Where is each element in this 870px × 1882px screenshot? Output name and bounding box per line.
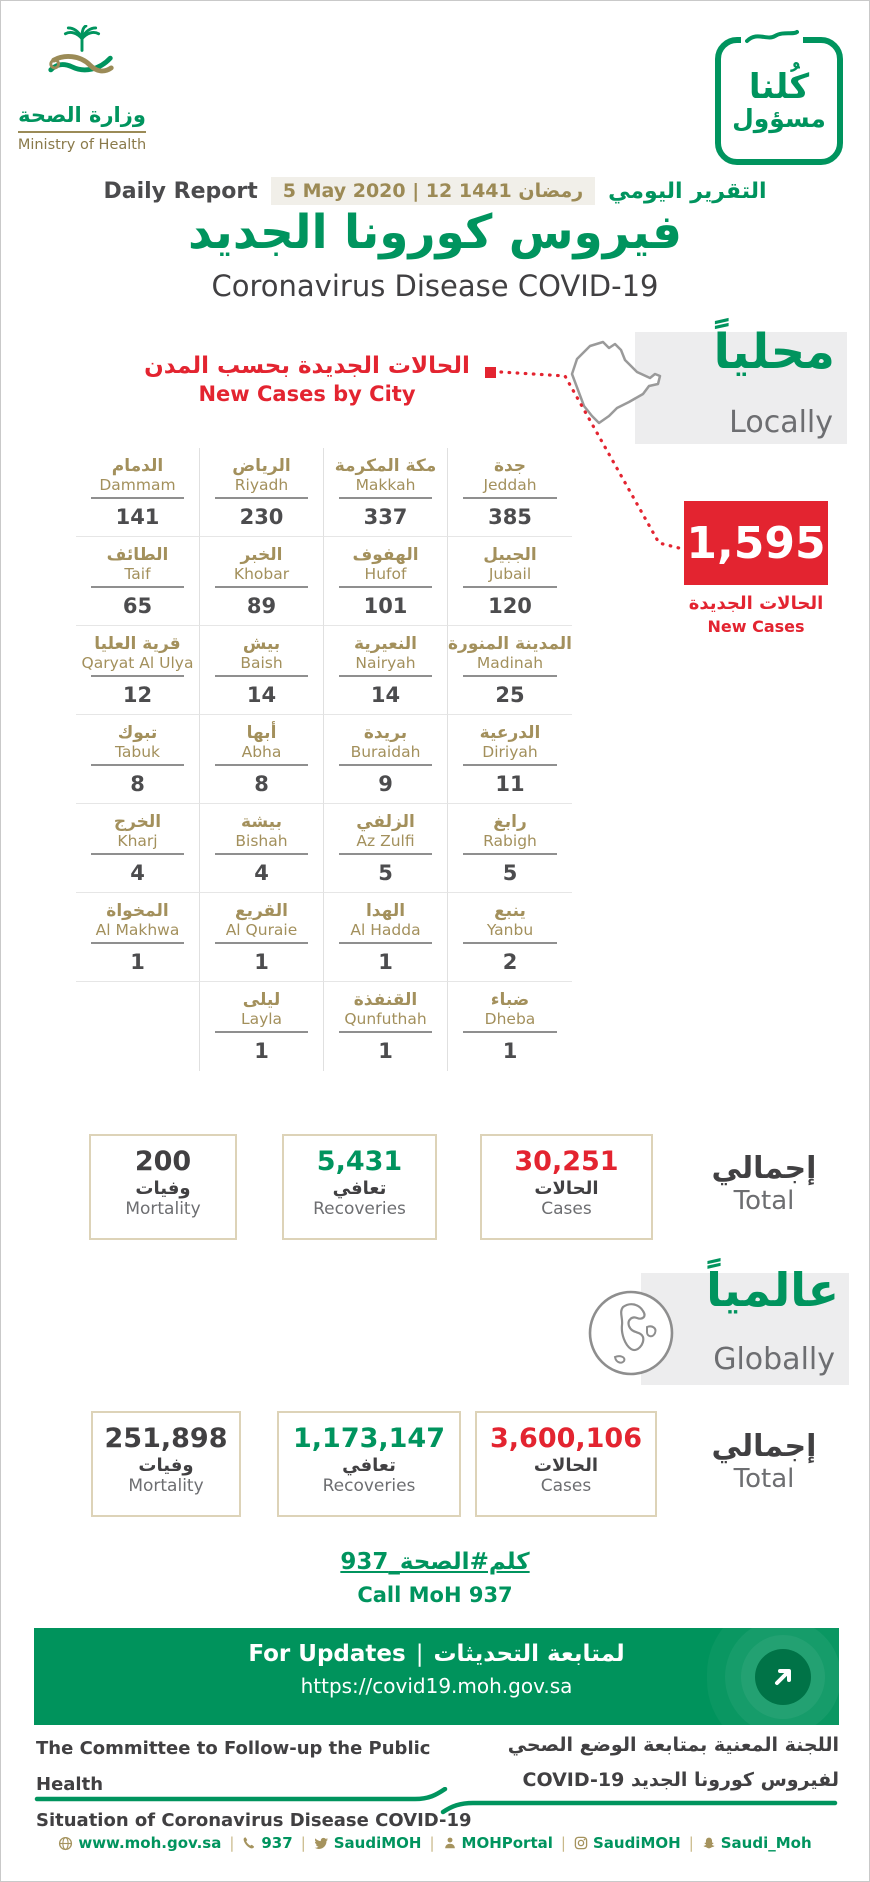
- city-name-ar: أبها: [246, 723, 277, 743]
- updates-banner[interactable]: [34, 1628, 839, 1725]
- instagram-icon: [574, 1836, 588, 1850]
- globe-icon: [58, 1836, 73, 1851]
- footer-separator: |: [429, 1834, 435, 1852]
- local-recoveries-box: [282, 1134, 437, 1240]
- city-cell: [448, 982, 572, 1071]
- city-name-ar: القنفذة: [353, 990, 418, 1010]
- locally-heading-ar: محلياً: [713, 324, 835, 380]
- footer-separator: |: [300, 1834, 306, 1852]
- city-cell: [76, 626, 200, 715]
- city-cell: [200, 715, 324, 804]
- city-new-cases-value: 2: [502, 950, 518, 975]
- global-total-label-ar: إجمالي: [711, 1429, 817, 1464]
- city-new-cases-value: 8: [130, 772, 145, 797]
- call-moh-hashtag: كلم#الصحة_937: [340, 1549, 530, 1575]
- city-name-ar: الهدا: [365, 901, 406, 921]
- city-cell: [324, 893, 448, 982]
- city-underline: [339, 764, 432, 766]
- globe-icon: [585, 1287, 677, 1379]
- city-underline: [215, 675, 308, 677]
- city-cell: [200, 893, 324, 982]
- city-underline: [91, 764, 184, 766]
- ministry-name-english: Ministry of Health: [17, 137, 147, 153]
- city-name-ar: الطائف: [106, 545, 169, 565]
- committee-ar-line2: لفيروس كورونا الجديد COVID-19: [522, 1769, 839, 1792]
- city-underline: [463, 853, 557, 855]
- city-name-en: Az Zulfi: [356, 831, 415, 850]
- city-underline: [339, 853, 432, 855]
- footer-link-saudimoh[interactable]: [574, 1834, 681, 1852]
- city-underline: [463, 1031, 557, 1033]
- city-name-ar: الزلفي: [356, 812, 415, 832]
- city-underline: [463, 764, 557, 766]
- city-name-ar: الهفوف: [352, 545, 419, 565]
- city-name-en: Baish: [240, 653, 283, 672]
- city-underline: [463, 942, 557, 944]
- pledge-text-line2: مسؤول: [732, 103, 826, 133]
- global-recoveries-label-ar: تعافي: [342, 1455, 396, 1476]
- footer-link-label: 937: [261, 1834, 293, 1852]
- global-cases-box: [475, 1411, 657, 1517]
- city-name-en: Nairyah: [355, 653, 416, 672]
- city-name-ar: بيشة: [241, 812, 282, 832]
- city-cell: [448, 537, 572, 626]
- city-underline: [91, 853, 184, 855]
- pledge-text-line1: كُلنا: [748, 67, 810, 108]
- footer-link-937[interactable]: [242, 1834, 292, 1852]
- city-name-ar: ليلى: [242, 990, 281, 1010]
- city-underline: [215, 942, 308, 944]
- footer-link-www-moh-gov-sa[interactable]: [58, 1834, 221, 1852]
- footer-link-mohportal[interactable]: [443, 1834, 553, 1852]
- city-new-cases-value: 385: [488, 505, 532, 530]
- city-name-ar: بيش: [242, 634, 281, 654]
- city-new-cases-value: 120: [488, 594, 532, 619]
- global-recoveries-box: [277, 1411, 461, 1517]
- city-new-cases-value: 1: [130, 950, 145, 975]
- city-new-cases-value: 4: [254, 861, 269, 886]
- local-recoveries-label-en: Recoveries: [313, 1199, 406, 1219]
- city-cell-empty: [76, 982, 200, 1071]
- footer-links: [1, 1834, 869, 1852]
- city-name-en: Al Hadda: [350, 920, 421, 939]
- city-cell: [200, 804, 324, 893]
- ministry-name-arabic: وزارة الصحة: [18, 103, 146, 133]
- city-name-en: Hufof: [364, 564, 407, 583]
- global-cases-label-en: Cases: [540, 1476, 592, 1496]
- divider-swoosh: [31, 1787, 841, 1815]
- city-name-en: Khobar: [233, 564, 290, 583]
- new-cases-by-city-ar: الحالات الجديدة بحسب المدن: [144, 353, 470, 379]
- phone-icon: [242, 1836, 256, 1850]
- city-name-en: Bishah: [235, 831, 288, 850]
- city-name-ar: بريدة: [363, 723, 408, 743]
- city-new-cases-value: 230: [239, 505, 284, 530]
- city-underline: [215, 1031, 308, 1033]
- new-cases-badge: 1,595: [684, 501, 828, 585]
- city-name-en: Qaryat Al Ulya: [81, 653, 194, 672]
- footer-separator: |: [560, 1834, 566, 1852]
- city-underline: [215, 586, 308, 588]
- city-cell: [200, 626, 324, 715]
- city-name-en: Qunfuthah: [344, 1009, 427, 1028]
- city-cell: [200, 982, 324, 1071]
- call-moh-english: Call MoH 937: [357, 1583, 513, 1607]
- local-total-label-en: Total: [733, 1186, 795, 1216]
- city-name-ar: الرياض: [232, 456, 291, 476]
- city-name-ar: المدينة المنورة: [448, 634, 573, 654]
- city-name-en: Taif: [124, 564, 151, 583]
- city-cell: [324, 804, 448, 893]
- footer-link-label: www.moh.gov.sa: [78, 1834, 222, 1852]
- city-new-cases-value: 5: [502, 861, 518, 886]
- city-underline: [215, 497, 308, 499]
- global-total-label: [689, 1429, 839, 1494]
- city-underline: [339, 1031, 432, 1033]
- city-name-en: Abha: [241, 742, 282, 761]
- global-mortality-label-en: Mortality: [128, 1476, 204, 1496]
- globally-heading-en: Globally: [713, 1342, 835, 1377]
- city-underline: [91, 586, 184, 588]
- city-name-ar: الدرعية: [479, 723, 541, 743]
- updates-banner-title: [34, 1641, 839, 1667]
- city-new-cases-value: 12: [122, 683, 153, 708]
- footer-link-label: SaudiMOH: [592, 1834, 681, 1852]
- arrow-button[interactable]: [755, 1649, 811, 1705]
- city-underline: [463, 497, 557, 499]
- footer-link-saudimoh[interactable]: [314, 1834, 422, 1852]
- city-new-cases-value: 101: [363, 594, 408, 619]
- city-new-cases-value: 5: [378, 861, 393, 886]
- city-name-ar: المخواة: [106, 901, 169, 921]
- moh-emblem-icon: [43, 25, 121, 103]
- city-cell: [448, 715, 572, 804]
- committee-text-en: [36, 1731, 476, 1839]
- city-new-cases-value: 4: [130, 861, 145, 886]
- local-recoveries-value: 5,431: [316, 1146, 403, 1177]
- committee-en-line2: Situation of Coronavirus Disease COVID-19: [36, 1810, 472, 1831]
- global-total-label-en: Total: [733, 1464, 795, 1494]
- footer-separator: |: [229, 1834, 235, 1852]
- city-underline: [215, 764, 308, 766]
- city-name-ar: الجبيل: [483, 545, 537, 565]
- local-mortality-box: [89, 1134, 237, 1240]
- city-name-ar: رابغ: [493, 812, 527, 832]
- city-cell: [448, 893, 572, 982]
- global-mortality-label-ar: وفيات: [138, 1455, 194, 1476]
- city-new-cases-value: 8: [254, 772, 269, 797]
- global-recoveries-label-en: Recoveries: [322, 1476, 416, 1496]
- local-mortality-value: 200: [134, 1146, 192, 1177]
- report-date-row: [1, 177, 869, 205]
- global-mortality-value: 251,898: [104, 1423, 228, 1454]
- city-underline: [339, 675, 432, 677]
- city-name-ar: الخبر: [240, 545, 283, 565]
- city-new-cases-value: 14: [246, 683, 277, 708]
- city-name-en: Madinah: [476, 653, 544, 672]
- city-name-en: Rabigh: [483, 831, 537, 850]
- city-underline: [91, 942, 184, 944]
- city-name-en: Tabuk: [114, 742, 161, 761]
- city-new-cases-value: 9: [378, 772, 393, 797]
- city-name-en: Al Makhwa: [95, 920, 180, 939]
- committee-en-line1: The Committee to Follow-up the Public Health: [36, 1738, 431, 1795]
- city-cell: [324, 537, 448, 626]
- city-name-ar: النعيرية: [354, 634, 417, 654]
- globally-heading-ar: عالمياً: [706, 1263, 839, 1317]
- footer-separator: |: [688, 1834, 694, 1852]
- city-underline: [339, 942, 432, 944]
- city-name-ar: تبوك: [117, 723, 158, 743]
- city-cell: [76, 537, 200, 626]
- local-mortality-label-en: Mortality: [125, 1199, 201, 1219]
- city-new-cases-value: 1: [378, 1039, 393, 1064]
- city-name-ar: الدمام: [111, 456, 164, 476]
- new-cases-city-table: [76, 448, 572, 1071]
- snapchat-icon: [702, 1836, 716, 1850]
- global-cases-value: 3,600,106: [489, 1423, 643, 1454]
- city-name-ar: القريع: [234, 901, 289, 921]
- city-name-en: Riyadh: [234, 475, 289, 494]
- city-name-en: Jubail: [488, 564, 532, 583]
- city-new-cases-value: 1: [502, 1039, 518, 1064]
- local-mortality-label-ar: وفيات: [135, 1178, 191, 1199]
- global-recoveries-value: 1,173,147: [292, 1423, 446, 1454]
- city-cell: [324, 715, 448, 804]
- footer-link-label: SaudiMOH: [333, 1834, 422, 1852]
- local-cases-box: [480, 1134, 653, 1240]
- city-new-cases-value: 337: [363, 505, 408, 530]
- local-cases-label-ar: الحالات: [534, 1178, 599, 1199]
- city-name-en: Dheba: [484, 1009, 536, 1028]
- local-recoveries-label-ar: تعافي: [332, 1178, 387, 1199]
- city-name-en: Kharj: [117, 831, 158, 850]
- city-cell: [324, 982, 448, 1071]
- updates-label-en: For Updates: [248, 1641, 406, 1667]
- page-title-arabic: فيروس كورونا الجديد: [188, 205, 682, 260]
- arrow-up-right-icon: [770, 1664, 796, 1690]
- city-cell: [448, 448, 572, 537]
- city-name-en: Jeddah: [483, 475, 537, 494]
- pledge-wave-icon: [741, 29, 803, 49]
- updates-label-ar: لمتابعة التحديثات: [433, 1641, 625, 1667]
- page-title-english: Coronavirus Disease COVID-19: [211, 269, 659, 303]
- daily-report-label-en: Daily Report: [103, 178, 258, 204]
- city-cell: [76, 715, 200, 804]
- city-new-cases-value: 1: [254, 1039, 269, 1064]
- new-cases-label-ar: الحالات الجديدة: [688, 593, 824, 614]
- city-new-cases-value: 11: [495, 772, 525, 797]
- new-cases-by-city-label: [119, 353, 495, 406]
- city-new-cases-value: 1: [254, 950, 269, 975]
- city-underline: [339, 586, 432, 588]
- city-name-ar: قرية العليا: [94, 634, 181, 654]
- person-icon: [443, 1836, 457, 1850]
- city-new-cases-value: 1: [378, 950, 393, 975]
- city-name-en: Buraidah: [350, 742, 421, 761]
- locally-heading-en: Locally: [729, 405, 833, 440]
- city-cell: [76, 804, 200, 893]
- city-cell: [324, 626, 448, 715]
- city-underline: [91, 675, 184, 677]
- city-name-ar: ينبع: [494, 901, 526, 921]
- new-cases-by-city-en: New Cases by City: [198, 382, 416, 406]
- city-name-en: Layla: [240, 1009, 283, 1028]
- city-underline: [91, 497, 184, 499]
- global-mortality-box: [91, 1411, 241, 1517]
- local-total-label-ar: إجمالي: [711, 1151, 817, 1186]
- city-cell: [448, 804, 572, 893]
- city-cell: [324, 448, 448, 537]
- city-name-en: Makkah: [355, 475, 416, 494]
- city-name-ar: الخرج: [113, 812, 162, 832]
- city-name-en: Diriyah: [482, 742, 538, 761]
- footer-link-saudi-moh[interactable]: [702, 1834, 812, 1852]
- city-new-cases-value: 65: [122, 594, 153, 619]
- updates-separator: |: [415, 1641, 424, 1667]
- city-underline: [463, 586, 557, 588]
- updates-url[interactable]: https://covid19.moh.gov.sa: [300, 1674, 573, 1698]
- city-cell: [448, 626, 572, 715]
- moh-logo: [17, 25, 147, 153]
- city-cell: [200, 537, 324, 626]
- footer-link-label: Saudi_Moh: [720, 1834, 812, 1852]
- city-name-en: Dammam: [99, 475, 176, 494]
- city-new-cases-value: 14: [370, 683, 401, 708]
- twitter-icon: [314, 1836, 329, 1851]
- new-cases-label-en: New Cases: [707, 617, 805, 636]
- city-name-en: Yanbu: [486, 920, 534, 939]
- committee-ar-line1: اللجنة المعنية بمتابعة الوضع الصحي: [507, 1734, 839, 1756]
- city-name-en: Al Quraie: [225, 920, 298, 939]
- pledge-badge: [715, 37, 843, 165]
- city-cell: [76, 448, 200, 537]
- city-underline: [339, 497, 432, 499]
- report-date: 5 May 2020 | 12 رمضان 1441: [271, 177, 595, 205]
- city-cell: [76, 893, 200, 982]
- city-name-ar: ضباء: [490, 990, 530, 1010]
- local-cases-value: 30,251: [514, 1146, 619, 1177]
- city-underline: [463, 675, 557, 677]
- city-name-ar: مكة المكرمة: [334, 456, 437, 476]
- city-name-ar: جدة: [493, 456, 527, 476]
- global-cases-label-ar: الحالات: [533, 1455, 599, 1476]
- local-total-label: [689, 1151, 839, 1216]
- city-new-cases-value: 25: [495, 683, 525, 708]
- footer-link-label: MOHPortal: [461, 1834, 553, 1852]
- city-cell: [200, 448, 324, 537]
- daily-report-label-ar: التقرير اليومي: [608, 178, 767, 204]
- local-cases-label-en: Cases: [541, 1199, 592, 1219]
- city-underline: [215, 853, 308, 855]
- city-new-cases-value: 89: [246, 594, 277, 619]
- city-new-cases-value: 141: [115, 505, 160, 530]
